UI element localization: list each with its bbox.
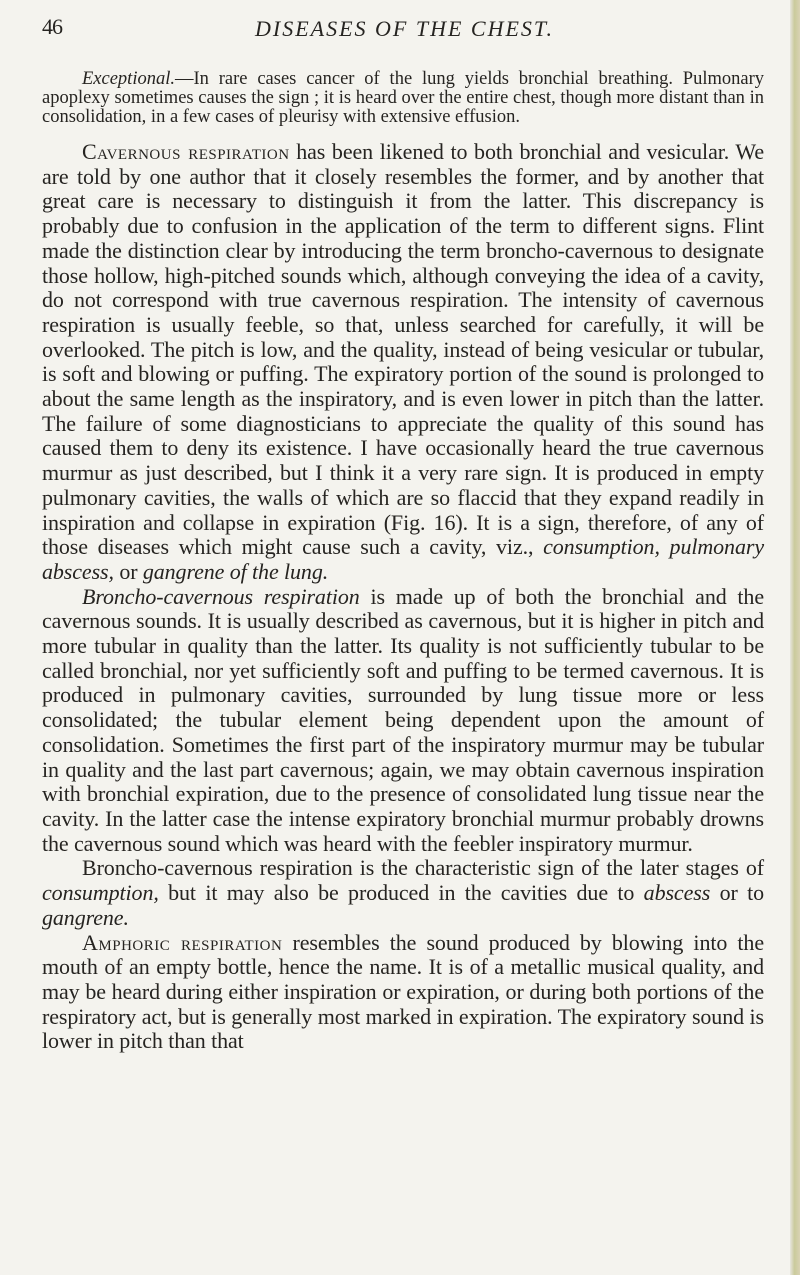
broncho-text-c: or to (710, 880, 764, 906)
running-head: DISEASES OF THE CHEST. (254, 16, 555, 41)
cavernous-text-b: or (113, 558, 143, 584)
page-number: 46 (42, 14, 62, 39)
amphoric-text: resembles the sound produced by blowing into the mouth of an empty bottle, hence the name. It is of a metallic musical quality, and may be heard during either inspiration or expiration, or during both portions of the respiratory act, but is generally most marked in expiration. The expiratory sound is lower in pitch than that (42, 929, 764, 1054)
note-paragraph (42, 70, 764, 127)
broncho-em-1: consumption, (42, 880, 159, 906)
broncho-text-a: Broncho-cavernous respiration is the characteristic sign of the later stages of (82, 855, 764, 881)
broncho-text-b: but it may also be produced in the cavities due to (158, 880, 644, 906)
broncho-em-3: gangrene. (42, 904, 129, 930)
page-edge (790, 0, 800, 1275)
broncho-cavernous-heading: Broncho-cavernous respiration (82, 583, 360, 609)
broncho-em-2: abscess (643, 880, 711, 906)
broncho-cavernous-text: is made up of both the bronchial and the cavernous sounds. It is usually described as cavernous, but it is higher in pitch and more tubular in quality than the latter. Its quality is not sufficiently tubular to be called bronchial, nor yet sufficiently soft and puffing to be termed cavernous. It is produced in pulmonary cavities, surrounded by lung tissue more or less consolidated; the tubular element being dependent upon the amount of consolidation. Sometimes the first part of the inspiratory murmur may be tubular in quality and the last part cavernous; again, we may obtain cavernous inspiration with bronchial expiration, due to the presence of consolidated lung tissue near the cavity. In the latter case the intense expiratory bronchial murmur probably drowns the cavernous sound which was heard with the feebler inspiratory murmur. (42, 583, 764, 856)
note-lead: Exceptional. (82, 69, 175, 89)
small-print-note (42, 70, 764, 127)
cavernous-em-2: gangrene of the lung. (142, 558, 329, 584)
note-text: —In rare cases cancer of the lung yields bronchial breathing. Pulmonary apoplexy sometimes causes the sign ; it is heard over the entire chest, though more distant than in consolidation, in a few cases of pleurisy with extensive effusion. (42, 69, 764, 127)
cavernous-em-1: consumption, pulmonary abscess, (42, 534, 764, 584)
paragraph-amphoric-respiration (42, 931, 764, 1055)
paragraph-broncho-cavernous (42, 856, 764, 930)
cavernous-lead: Cavernous respiration (82, 139, 290, 164)
body-text (42, 140, 764, 1054)
amphoric-lead: Amphoric respiration (82, 929, 283, 955)
paragraph-cavernous-respiration (42, 140, 764, 856)
cavernous-text-a: has been likened to both bronchial and vesicular. We are told by one author that it closely resembles the former, and by another that great care is necessary to distinguish it from the latter. This discrepancy is probably due to confusion in the application of the term to different signs. Flint made the distinction clear by introducing the term broncho-cavernous to designate those hollow, high-pitched sounds which, although conveying the idea of a cavity, do not correspond with true cavernous respiration. The intensity of cavernous respiration is usually feeble, so that, unless searched for carefully, it will be overlooked. The pitch is low, and the quality, instead of being vesicular or tubular, is soft and blowing or puffing. The expiratory portion of the sound is prolonged to about the same length as the inspiratory, and is even lower in pitch than the latter. The failure of some diagnosticians to appreciate the quality of this sound has caused them to deny its existence. I have occasionally heard the true cavernous murmur as just described, but I think it a very rare sign. It is produced in empty pulmonary cavities, the walls of which are so flaccid that they expand readily in inspiration and collapse in expiration (Fig. 16). It is a sign, therefore, of any of those diseases which might cause such a cavity, viz., (42, 139, 764, 560)
page-header (42, 14, 767, 44)
